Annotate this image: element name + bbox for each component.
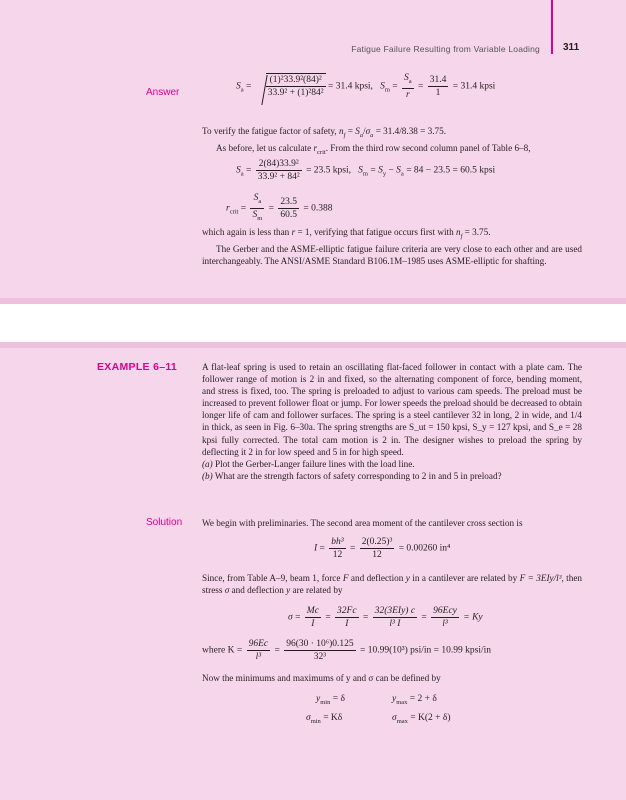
minmax-intro: Now the minimums and maximums of y and σ can be defined by: [202, 673, 441, 683]
verify-paragraph: To verify the fatigue factor of safety, $n_f = S_a/\sigma_a = 31.4/8.38 = 3.75$. As before, let us calculate $r_{crit}$. From the third row second column panel of Table 6–8,: [202, 126, 531, 156]
equation-sa: $S_a$ = $\frac{\text{(1)²33.9²(84)²}}{\text{33.9² + (1)²84²}}$ = 31.4 kpsi, $S_m$ = $\frac{S_a}{r}$ = $\frac{31.4}{1}$ = 31.4 kpsi: [236, 73, 496, 100]
equation-smax: $\sigma_{max} = K(2 + \delta)$: [392, 713, 451, 725]
equation-rcrit: $r_{crit}$ = $\frac{S_a}{S_m}$ = $\frac{23.5}{60.5}$ = 0.388: [226, 193, 333, 222]
margin-rule: [551, 0, 553, 54]
example-label: EXAMPLE 6–11: [97, 361, 178, 373]
solution-intro: We begin with preliminaries. The second area moment of the cantilever cross section is: [202, 518, 523, 528]
equation-ymin: $y_{min} = \delta$: [316, 694, 345, 706]
equation-K: where K = $\frac{96Ec}{\text{l³}}$ = $\frac{\text{96(30 · 10⁶)0.125}}{\text{32³}}$ = 10.99(10³) psi/in = 10.99 kpsi/in: [202, 639, 492, 662]
since-paragraph: Since, from Table A–9, beam 1, force F and deflection y in a cantilever are related by F = 3EIy/l³, then stress σ and deflection y are related by: [202, 573, 583, 596]
equation-I: I = $\frac{\text{bh³}}{12}$ = $\frac{\text{2(0.25)³}}{12}$ = 0.00260 in⁴: [314, 537, 451, 560]
solution-label: Solution: [146, 517, 183, 528]
equation-smin: $\sigma_{min} = K\delta$: [306, 713, 343, 725]
page-number: 311: [563, 42, 580, 53]
equation-sa-2: $S_a$ = $\frac{\text{2(84)33.9²}}{\text{33.9² + 84²}}$ = 23.5 kpsi, $S_m = S_y - S_a = 84 - 23.5 = 60.5$ kpsi: [236, 159, 496, 182]
equation-ymax: $y_{max} = 2 + \delta$: [392, 694, 437, 706]
conclusion-paragraph: which again is less than r = 1, verifying that fatigue occurs first with $n_f = 3.75$. The Gerber and the ASME-elliptic fatigue failure criteria are very close to each other and are used interchangeably. The ANSI/ASME Standard B106.1M–1985 uses ASME-elliptic for shafting.: [202, 227, 582, 267]
example-statement: A flat-leaf spring is used to retain an oscillating flat-faced follower in contact with a plate cam. The follower range of motion is 2 in and fixed, so the alternating component of force, bending moment, and stress is fixed, too. The spring is preloaded to adjust to various cam speeds. The preload must be increased to prevent follower float or jump. For lower speeds the preload should be decreased to obtain longer life of cam and follower surfaces. The spring is a steel cantilever 32 in long, 2 in wide, and 1/4 in thick, as seen in Fig. 6–30a. The spring strengths are S_ut = 150 kpsi, S_y = 127 kpsi, and S_e = 28 kpsi fully corrected. The total cam motion is 2 in. The designer wishes to preload the spring by deflecting it 2 in for low speed and 5 in for high speed. (a) Plot the Gerber-Langer failure lines with the load line. (b) What are the strength factors of safety corresponding to 2 in and 5 in preload?: [202, 362, 582, 481]
running-title: Fatigue Failure Resulting from Variable Loading: [351, 44, 540, 54]
answer-label: Answer: [146, 87, 180, 98]
equation-sigma: σ = $\frac{Mc}{I}$ = $\frac{32Fc}{I}$ = $\frac{\text{32(3EIy) c}}{\text{l³ I}}$ = $\frac{\text{96Ecy}}{\text{l³}}$ = Ky: [288, 606, 483, 629]
